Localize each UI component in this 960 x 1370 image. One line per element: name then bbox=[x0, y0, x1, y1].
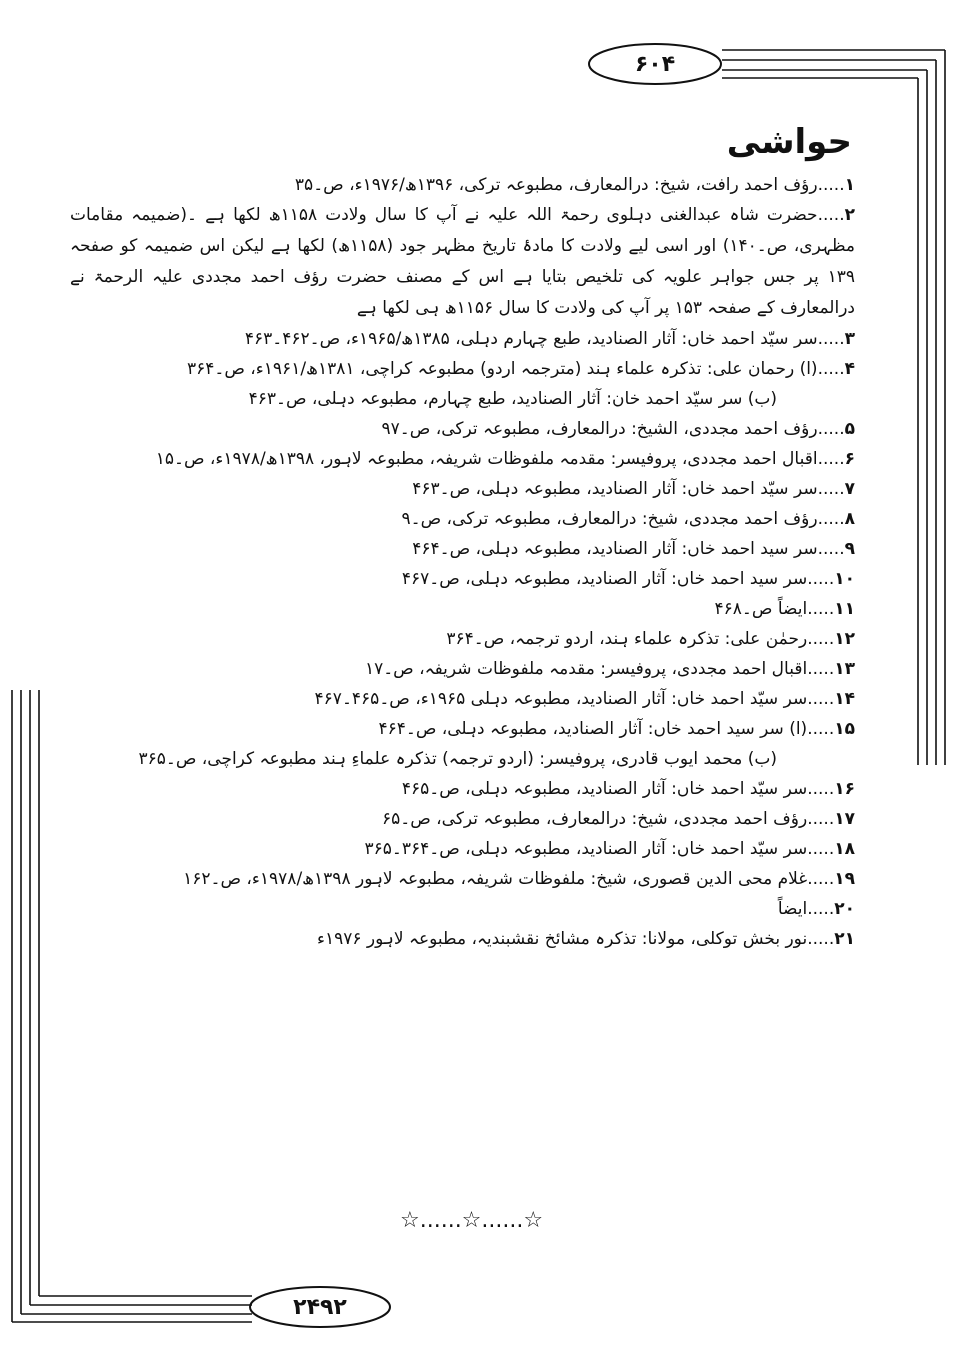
footnote-leader: ..... bbox=[807, 899, 835, 919]
footnote-item bbox=[70, 474, 855, 504]
footnote-leader: ..... bbox=[807, 839, 835, 859]
footnote-item bbox=[70, 384, 855, 414]
footnote-number: ۷ bbox=[844, 479, 855, 499]
footnote-number: ۹ bbox=[844, 539, 855, 559]
footnote-text: سر سیّد احمد خاں: آثار الصنادید، مطبوعہ دہلی، ص۔۴۶۳ bbox=[412, 479, 818, 499]
footnotes-list bbox=[70, 170, 855, 954]
footnote-leader: ..... bbox=[807, 659, 835, 679]
end-mark: ☆......☆......☆ bbox=[400, 1208, 544, 1233]
footnote-item bbox=[70, 744, 855, 774]
footnote-text: ایضاً ص۔۴۶۸ bbox=[714, 599, 808, 619]
footnote-number: ۲۰ bbox=[834, 899, 855, 919]
page-number-bottom: ۲۴۹۲ bbox=[293, 1294, 347, 1320]
footnote-leader: ..... bbox=[807, 929, 835, 949]
footnote-leader: ..... bbox=[817, 419, 845, 439]
footnote-number: ۶ bbox=[844, 449, 855, 469]
footnote-number: ۱۳ bbox=[834, 659, 855, 679]
footnote-item bbox=[70, 654, 855, 684]
footnote-text: (ا) سر سید احمد خاں: آثار الصنادید، مطبوعہ دہلی، ص۔۴۶۴ bbox=[378, 719, 808, 739]
footnote-number: ۳ bbox=[844, 329, 855, 349]
footnote-text: اقبال احمد مجددی، پروفیسر: مقدمہ ملفوظات شریفہ، ص۔۱۷ bbox=[364, 659, 808, 679]
footnote-text: اقبال احمد مجددی، پروفیسر: مقدمہ ملفوظات شریفہ، مطبوعہ لاہور، ۱۳۹۸ھ/۱۹۷۸ء، ص۔۱۵ bbox=[155, 449, 818, 469]
footnote-leader: ..... bbox=[807, 569, 835, 589]
footnote-text: رؤف احمد مجددی، الشیخ: درالمعارف، مطبوعہ ترکی، ص۔۹۷ bbox=[381, 419, 818, 439]
footnote-text: سر سیّد احمد خاں: آثار الصنادید، طبع چہارم دہلی، ۱۳۸۵ھ/۱۹۶۵ء، ص۔۴۶۲۔۴۶۳ bbox=[244, 329, 818, 349]
footnote-number: ۱ bbox=[844, 175, 855, 195]
footnote-text: سر سید احمد خاں: آثار الصنادید، مطبوعہ دہلی، ص۔۴۶۷ bbox=[401, 569, 808, 589]
footnote-number: ۱۲ bbox=[834, 629, 855, 649]
footnote-item bbox=[70, 564, 855, 594]
footnote-text: سر سیّد احمد خاں: آثار الصنادید، مطبوعہ دہلی، ص۔۳۶۴۔۳۶۵ bbox=[364, 839, 808, 859]
footnote-leader: ..... bbox=[817, 479, 845, 499]
footnote-item bbox=[70, 444, 855, 474]
footnote-item bbox=[70, 624, 855, 654]
footnote-text: (ب) محمد ایوب قادری، پروفیسر: (اردو ترجمہ) تذکرہ علماءِ ہند مطبوعہ کراچی، ص۔۳۶۵ bbox=[138, 749, 777, 769]
page-title: حواشی bbox=[726, 122, 852, 162]
footnote-item bbox=[70, 804, 855, 834]
footnote-text: رؤف احمد مجددی، شیخ: درالمعارف، مطبوعہ ترکی، ص۔۹ bbox=[401, 509, 818, 529]
footnote-leader: ..... bbox=[807, 719, 835, 739]
footnote-text: غلام محی الدین قصوری، شیخ: ملفوظات شریفہ، مطبوعہ لاہور ۱۳۹۸ھ/۱۹۷۸ء، ص۔۱۶۲ bbox=[183, 869, 808, 889]
footnote-text: حضرت شاہ عبدالغنی دہلوی رحمۃ اللہ علیہ نے آپ کا سال ولادت ۱۱۵۸ھ لکھا ہے ۔(ضمیمہ مقامات مظہری، ص۔۱۴۰) اور اسی لیے ولادت کا مادۂ تاریخ مظہر جود (۱۱۵۸ھ) لکھا ہے لیکن اس ضمیمہ کو صفحہ ۱۳۹ پر جس جواہر علویہ کی تلخیص بتایا ہے اس کے مصنف حضرت رؤف احمد مجددی علیہ الرحمۃ نے درالمعارف کے صفحہ ۱۵۳ پر آپ کی ولادت کا سال ۱۱۵۶ھ ہی لکھا ہے bbox=[70, 205, 855, 318]
footnote-item bbox=[70, 324, 855, 354]
footnote-text: (ب) سر سیّد احمد خان: آثار الصنادید، طبع چہارم، مطبوعہ دہلی، ص۔۴۶۳ bbox=[248, 389, 777, 409]
footnote-number: ۱۷ bbox=[834, 809, 855, 829]
footnote-leader: ..... bbox=[807, 869, 835, 889]
footnote-leader: ..... bbox=[807, 599, 835, 619]
footnote-text: رحمٰن علی: تذکرہ علماء ہند، اردو ترجمہ، ص۔۳۶۴ bbox=[446, 629, 808, 649]
footnote-leader: ..... bbox=[817, 539, 845, 559]
footnote-number: ۵ bbox=[844, 419, 855, 439]
footnote-leader: ..... bbox=[807, 689, 835, 709]
footnote-leader: ..... bbox=[817, 329, 845, 349]
footnote-item bbox=[70, 924, 855, 954]
footnote-leader: ..... bbox=[807, 809, 835, 829]
footnote-text: رؤف احمد رافت، شیخ: درالمعارف، مطبوعہ ترکی، ۱۳۹۶ھ/۱۹۷۶ء، ص۔۳۵ bbox=[294, 175, 818, 195]
footnote-item bbox=[70, 684, 855, 714]
footnote-text: سر سیّد احمد خاں: آثار الصنادید، مطبوعہ دہلی، ص۔۴۶۵ bbox=[401, 779, 808, 799]
footnote-leader: ..... bbox=[817, 449, 845, 469]
footnote-number: ۱۹ bbox=[834, 869, 855, 889]
footnote-text: سر سیّد احمد خاں: آثار الصنادید، مطبوعہ دہلی ۱۹۶۵ء، ص۔۴۶۵۔۴۶۷ bbox=[314, 689, 808, 709]
footnote-item bbox=[70, 170, 855, 200]
footnote-text: سر سید احمد خاں: آثار الصنادید، مطبوعہ دہلی، ص۔۴۶۴ bbox=[412, 539, 818, 559]
footnote-item bbox=[70, 534, 855, 564]
footnote-item bbox=[70, 894, 855, 924]
footnote-item bbox=[70, 714, 855, 744]
footnote-leader: ..... bbox=[817, 359, 845, 379]
footnote-number: ۱۵ bbox=[834, 719, 855, 739]
footnote-number: ۱۸ bbox=[834, 839, 855, 859]
footnote-text: ایضاً bbox=[777, 899, 808, 919]
footnote-text: رؤف احمد مجددی، شیخ: درالمعارف، مطبوعہ ترکی، ص۔۶۵ bbox=[381, 809, 808, 829]
footnote-item bbox=[70, 774, 855, 804]
footnote-number: ۲۱ bbox=[834, 929, 855, 949]
footnote-leader: ..... bbox=[807, 779, 835, 799]
footnote-item bbox=[70, 834, 855, 864]
footnote-number: ۸ bbox=[844, 509, 855, 529]
footnote-text: نور بخش توکلی، مولانا: تذکرہ مشائخ نقشبندیہ، مطبوعہ لاہور ۱۹۷۶ء bbox=[317, 929, 808, 949]
footnote-leader: ..... bbox=[817, 175, 845, 195]
footnote-item bbox=[70, 414, 855, 444]
footnote-item bbox=[70, 864, 855, 894]
footnote-text: (ا) رحمان علی: تذکرہ علماء ہند (مترجمہ اردو) مطبوعہ کراچی، ۱۳۸۱ھ/۱۹۶۱ء، ص۔۳۶۴ bbox=[186, 359, 818, 379]
footnote-number: ۲ bbox=[844, 205, 855, 225]
footnote-leader: ..... bbox=[807, 629, 835, 649]
footnote-number: ۱۴ bbox=[834, 689, 855, 709]
footnote-number: ۱۱ bbox=[834, 599, 855, 619]
footnote-leader: ..... bbox=[817, 509, 845, 529]
footnote-number: ۱۶ bbox=[834, 779, 855, 799]
footnote-number: ۱۰ bbox=[834, 569, 855, 589]
footnote-leader: ..... bbox=[817, 205, 845, 225]
page-number-top: ۶۰۴ bbox=[634, 51, 676, 77]
footnote-item bbox=[70, 354, 855, 384]
footnote-item bbox=[70, 200, 855, 324]
footnote-number: ۴ bbox=[844, 359, 855, 379]
footnote-item bbox=[70, 504, 855, 534]
footnote-item bbox=[70, 594, 855, 624]
